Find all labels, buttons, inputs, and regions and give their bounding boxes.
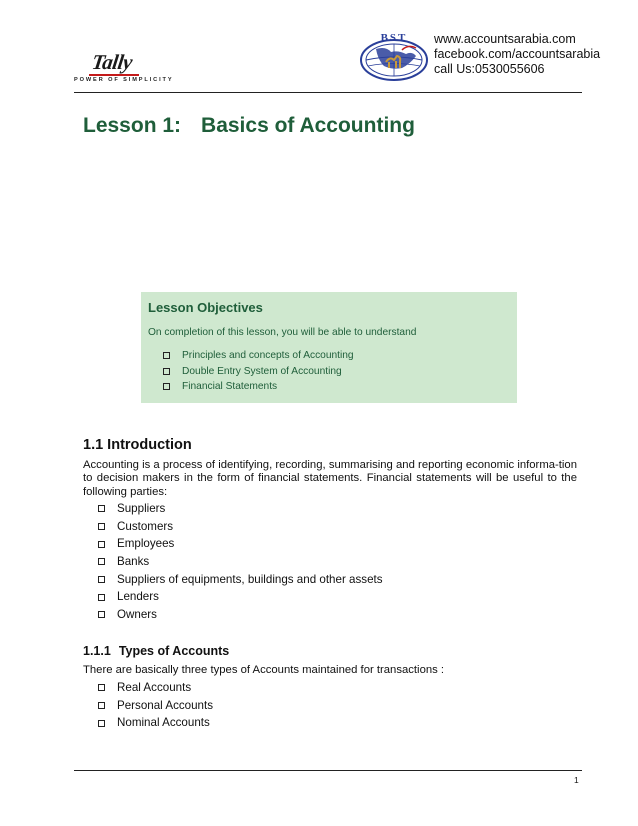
list-item: Double Entry System of Accounting — [163, 364, 354, 380]
tally-logo-text: Tally — [90, 50, 134, 74]
section-title: Types of Accounts — [118, 644, 230, 658]
square-bullet-icon — [98, 541, 105, 548]
list-item: Principles and concepts of Accounting — [163, 348, 354, 364]
lesson-number: Lesson 1: — [83, 114, 182, 137]
account-types-list — [98, 679, 213, 732]
lesson-objectives-box — [141, 292, 517, 403]
header-divider — [74, 92, 582, 93]
tally-tagline: POWER OF SIMPLICITY — [74, 77, 174, 83]
square-bullet-icon — [163, 352, 170, 359]
square-bullet-icon — [98, 505, 105, 512]
square-bullet-icon — [98, 594, 105, 601]
objectives-list — [163, 348, 354, 395]
phone-number: call Us:0530055606 — [434, 62, 545, 76]
section-number: 1.1.1 — [83, 644, 111, 658]
list-item: Banks — [98, 553, 383, 571]
types-paragraph: There are basically three types of Accounts maintained for transactions : — [83, 664, 445, 676]
footer-divider — [74, 770, 582, 771]
square-bullet-icon — [163, 368, 170, 375]
square-bullet-icon — [98, 720, 105, 727]
section-heading-types-of-accounts — [83, 644, 229, 658]
introduction-paragraph: Accounting is a process of identifying, recording, summarising and reporting economic informa-tion to decision makers in the form of financial statements. Financial statements will be useful to the following parties: — [83, 459, 577, 498]
facebook-link[interactable]: facebook.com/accountsarabia — [434, 47, 601, 61]
section-heading-introduction: 1.1 Introduction — [83, 437, 192, 453]
list-item: Nominal Accounts — [98, 714, 213, 732]
lesson-name: Basics of Accounting — [201, 114, 415, 137]
list-item: Customers — [98, 518, 383, 536]
lesson-title — [83, 114, 415, 138]
square-bullet-icon — [98, 576, 105, 583]
tally-logo — [74, 50, 174, 88]
list-item: Suppliers of equipments, buildings and other assets — [98, 571, 383, 589]
square-bullet-icon — [98, 702, 105, 709]
square-bullet-icon — [98, 523, 105, 530]
square-bullet-icon — [98, 558, 105, 565]
list-item: Real Accounts — [98, 679, 213, 697]
list-item: Lenders — [98, 588, 383, 606]
list-item: Financial Statements — [163, 379, 354, 395]
list-item: Employees — [98, 535, 383, 553]
objectives-intro: On completion of this lesson, you will be able to understand — [148, 327, 417, 338]
parties-list — [98, 500, 383, 624]
square-bullet-icon — [98, 684, 105, 691]
website-link[interactable]: www.accountsarabia.com — [434, 32, 576, 46]
square-bullet-icon — [163, 383, 170, 390]
bst-logo — [356, 30, 432, 82]
objectives-title: Lesson Objectives — [148, 300, 263, 315]
square-bullet-icon — [98, 611, 105, 618]
list-item: Suppliers — [98, 500, 383, 518]
page-number: 1 — [574, 775, 579, 785]
contact-block — [434, 32, 600, 77]
list-item: Owners — [98, 606, 383, 624]
bst-logo-text: BST — [380, 32, 408, 44]
tally-logo-underline — [89, 74, 139, 76]
bst-globe-icon — [356, 30, 432, 82]
list-item: Personal Accounts — [98, 697, 213, 715]
